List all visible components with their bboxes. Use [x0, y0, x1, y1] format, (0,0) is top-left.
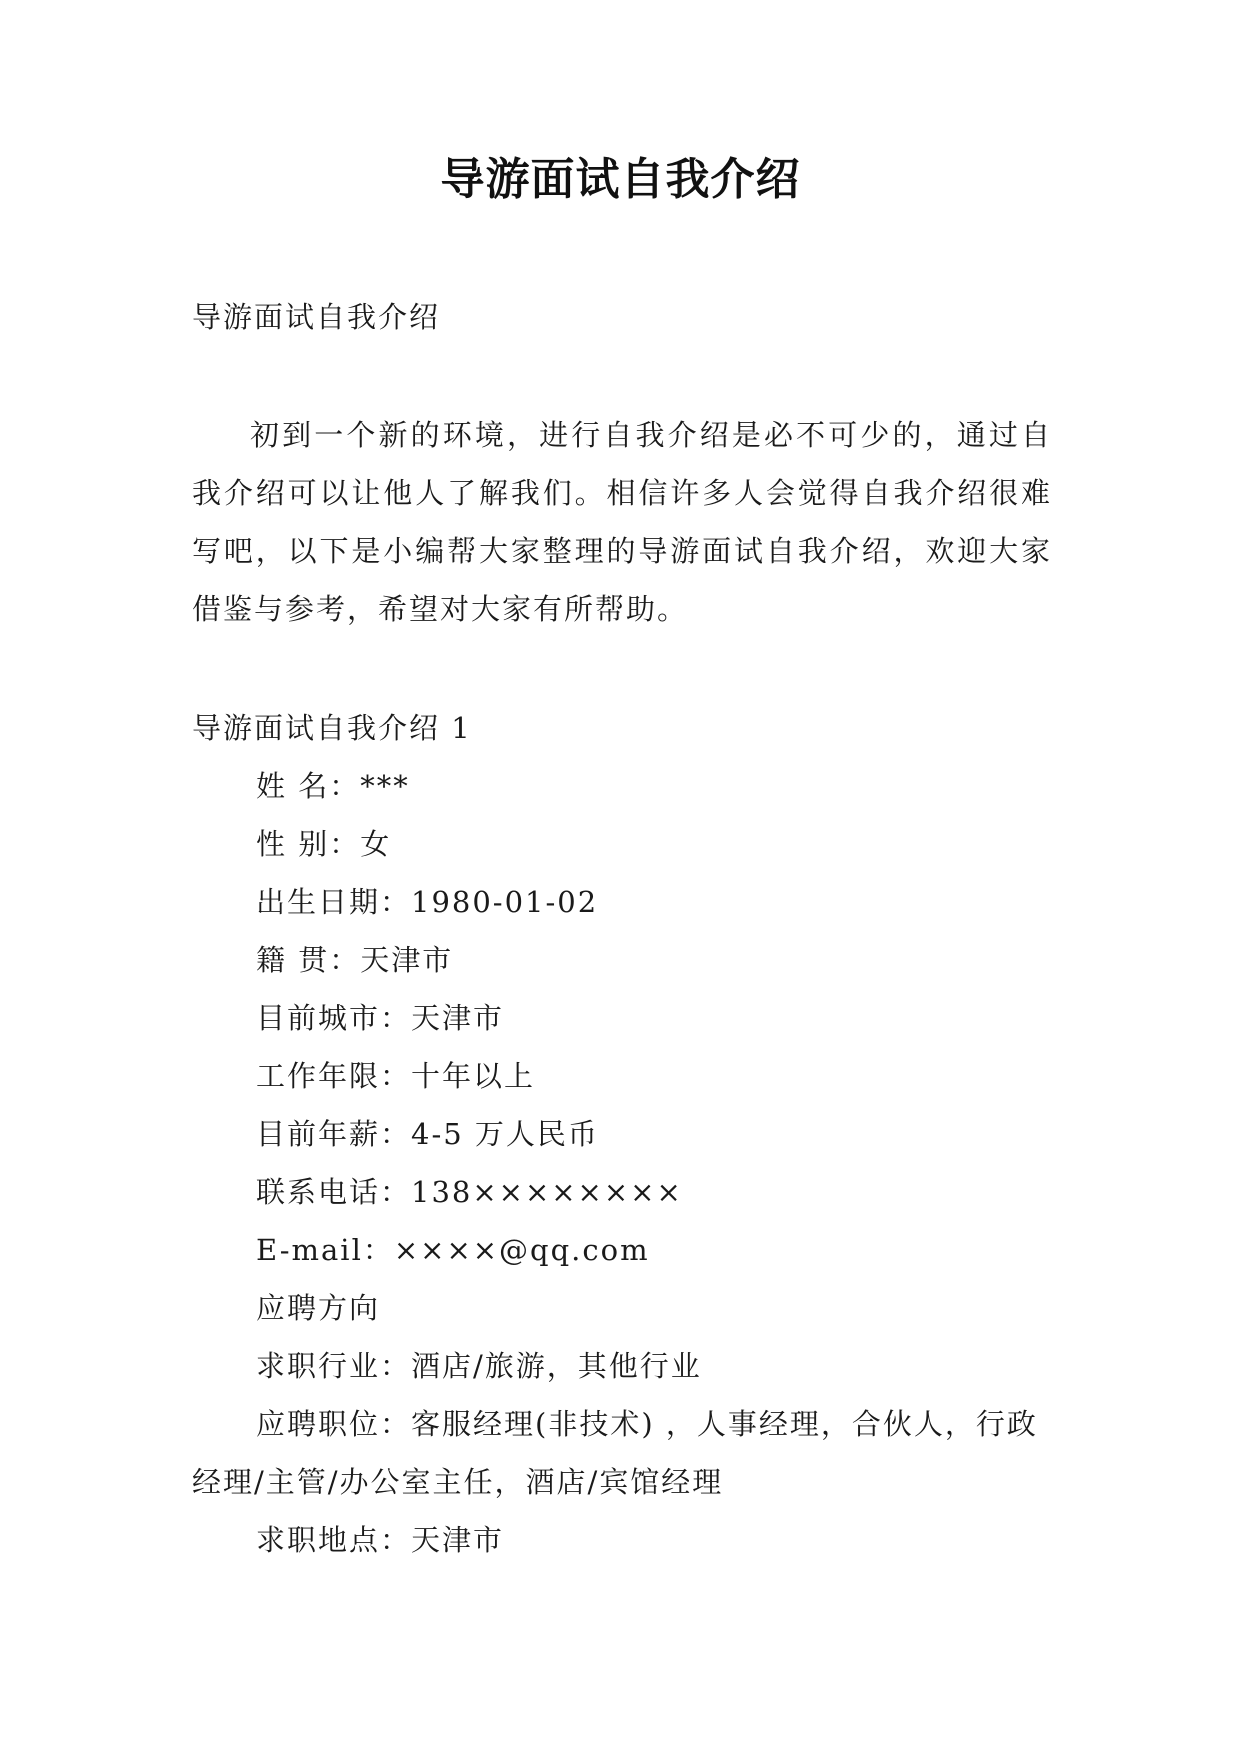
field-application-direction: 应聘方向: [256, 1291, 381, 1325]
field-work-years: 工作年限：十年以上: [256, 1059, 536, 1093]
field-phone: 联系电话：138××××××××: [256, 1175, 683, 1209]
profile-section-title: 导游面试自我介绍 1: [192, 711, 472, 745]
field-location: 求职地点：天津市: [256, 1523, 505, 1557]
field-current-city: 目前城市：天津市: [256, 1001, 505, 1035]
profile-section: [192, 699, 1052, 1569]
section-heading: 导游面试自我介绍: [192, 300, 441, 334]
field-name: 姓 名：***: [256, 769, 410, 803]
field-gender: 性 别：女: [256, 827, 392, 861]
field-birthdate: 出生日期：1980-01-02: [256, 885, 599, 919]
field-salary: 目前年薪：4-5 万人民币: [256, 1117, 599, 1151]
page-title: 导游面试自我介绍: [440, 154, 801, 205]
field-industry: 求职行业：酒店/旅游，其他行业: [256, 1349, 702, 1383]
intro-paragraph: 初到一个新的环境，进行自我介绍是必不可少的，通过自我介绍可以让他人了解我们。相信许多人会觉得自我介绍很难写吧，以下是小编帮大家整理的导游面试自我介绍，欢迎大家借鉴与参考，希望对大家有所帮助。: [192, 418, 1052, 626]
field-positions: 应聘职位：客服经理(非技术) ，人事经理，合伙人，行政经理/主管/办公室主任，酒店/宾馆经理: [192, 1407, 1038, 1499]
field-email: E-mail：××××@qq.com: [256, 1233, 650, 1267]
field-hometown: 籍 贯：天津市: [256, 943, 454, 977]
